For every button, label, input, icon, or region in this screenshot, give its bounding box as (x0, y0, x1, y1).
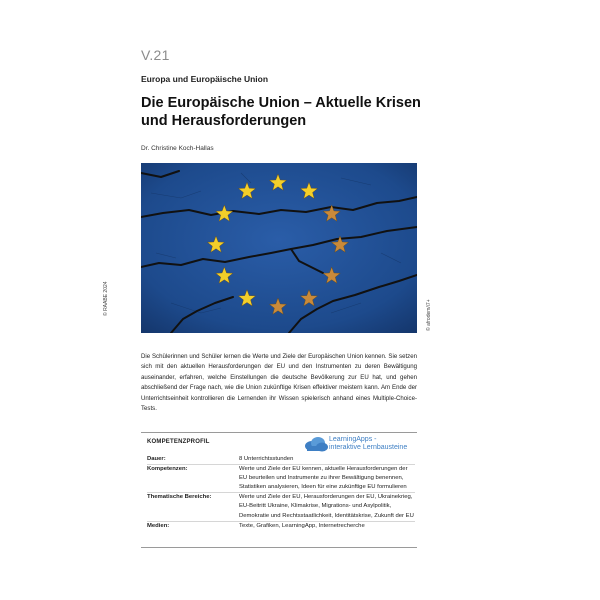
row-value: Werte und Ziele der EU, Herausforderungen der EU, Ukrainekrieg, EU-Beitritt Ukraine, Klimakrise, Migrations- und Asylpolitik, Demokratie und Rechtsstaatlichkeit, Identitätskrise, Zukunft der EU (239, 494, 414, 519)
author-name: Dr. Christine Koch-Hallas (141, 145, 214, 152)
learningapps-logo[interactable] (303, 434, 415, 454)
page-title: Die Europäische Union – Aktuelle Krisen und Herausforderungen (141, 95, 421, 129)
row-label: Medien: (147, 522, 170, 529)
logo-text (329, 436, 407, 451)
photo-credit: © afrodem/i7+ (426, 299, 432, 331)
profile-heading: KOMPETENZPROFIL (147, 439, 210, 445)
cracked-eu-flag-picture (141, 163, 417, 333)
copyright-note: © RAABE 2024 (103, 281, 109, 316)
profile-row-duration (147, 455, 415, 464)
row-value: Werte und Ziele der EU kennen, aktuelle Herausforderungen der EU beurteilen und Instrumente zu ihrer Bewältigung benennen, Statistiken analysieren, Ideen für eine zukünftige EU formulieren (239, 466, 408, 491)
profile-row-competences (147, 464, 415, 492)
profile-row-topics (147, 492, 415, 520)
profile-row-media (147, 521, 415, 531)
logo-text-line2: interaktive Lernbausteine (329, 443, 408, 451)
profile-table (147, 455, 415, 531)
chapter-number: V.21 (141, 47, 170, 63)
row-label: Kompetenzen: (147, 466, 188, 473)
intro-paragraph: Die Schülerinnen und Schüler lernen die Werte und Ziele der Europäischen Union kennen. Sie setzen sich mit den aktuellen Herausforderungen der EU und den Instrumenten zu deren Bewältigung auseinander, erfahren, welche Einstellungen die deutsche Bevölkerung zur EU hat, und gehen abschließend der Frage nach, wie die Union zukünftige Krisen effektiver meistern kann. Am Ende der Unterrichtseinheit kontrollieren die Lernenden ihr Wissen spielerisch anhand eines Multiple-Choice-Tests. (141, 353, 417, 413)
eu-flag-image (141, 163, 417, 333)
competence-profile-box (141, 432, 417, 548)
row-label: Dauer: (147, 456, 166, 462)
cloud-icon (303, 434, 329, 454)
row-label: Thematische Bereiche: (147, 494, 212, 501)
section-title: Europa und Europäische Union (141, 74, 269, 84)
logo-text-line1: LearningApps - (329, 436, 377, 443)
row-value: 8 Unterrichtsstunden (239, 456, 294, 462)
row-value: Texte, Grafiken, LearningApp, Internetrecherche (239, 522, 365, 529)
